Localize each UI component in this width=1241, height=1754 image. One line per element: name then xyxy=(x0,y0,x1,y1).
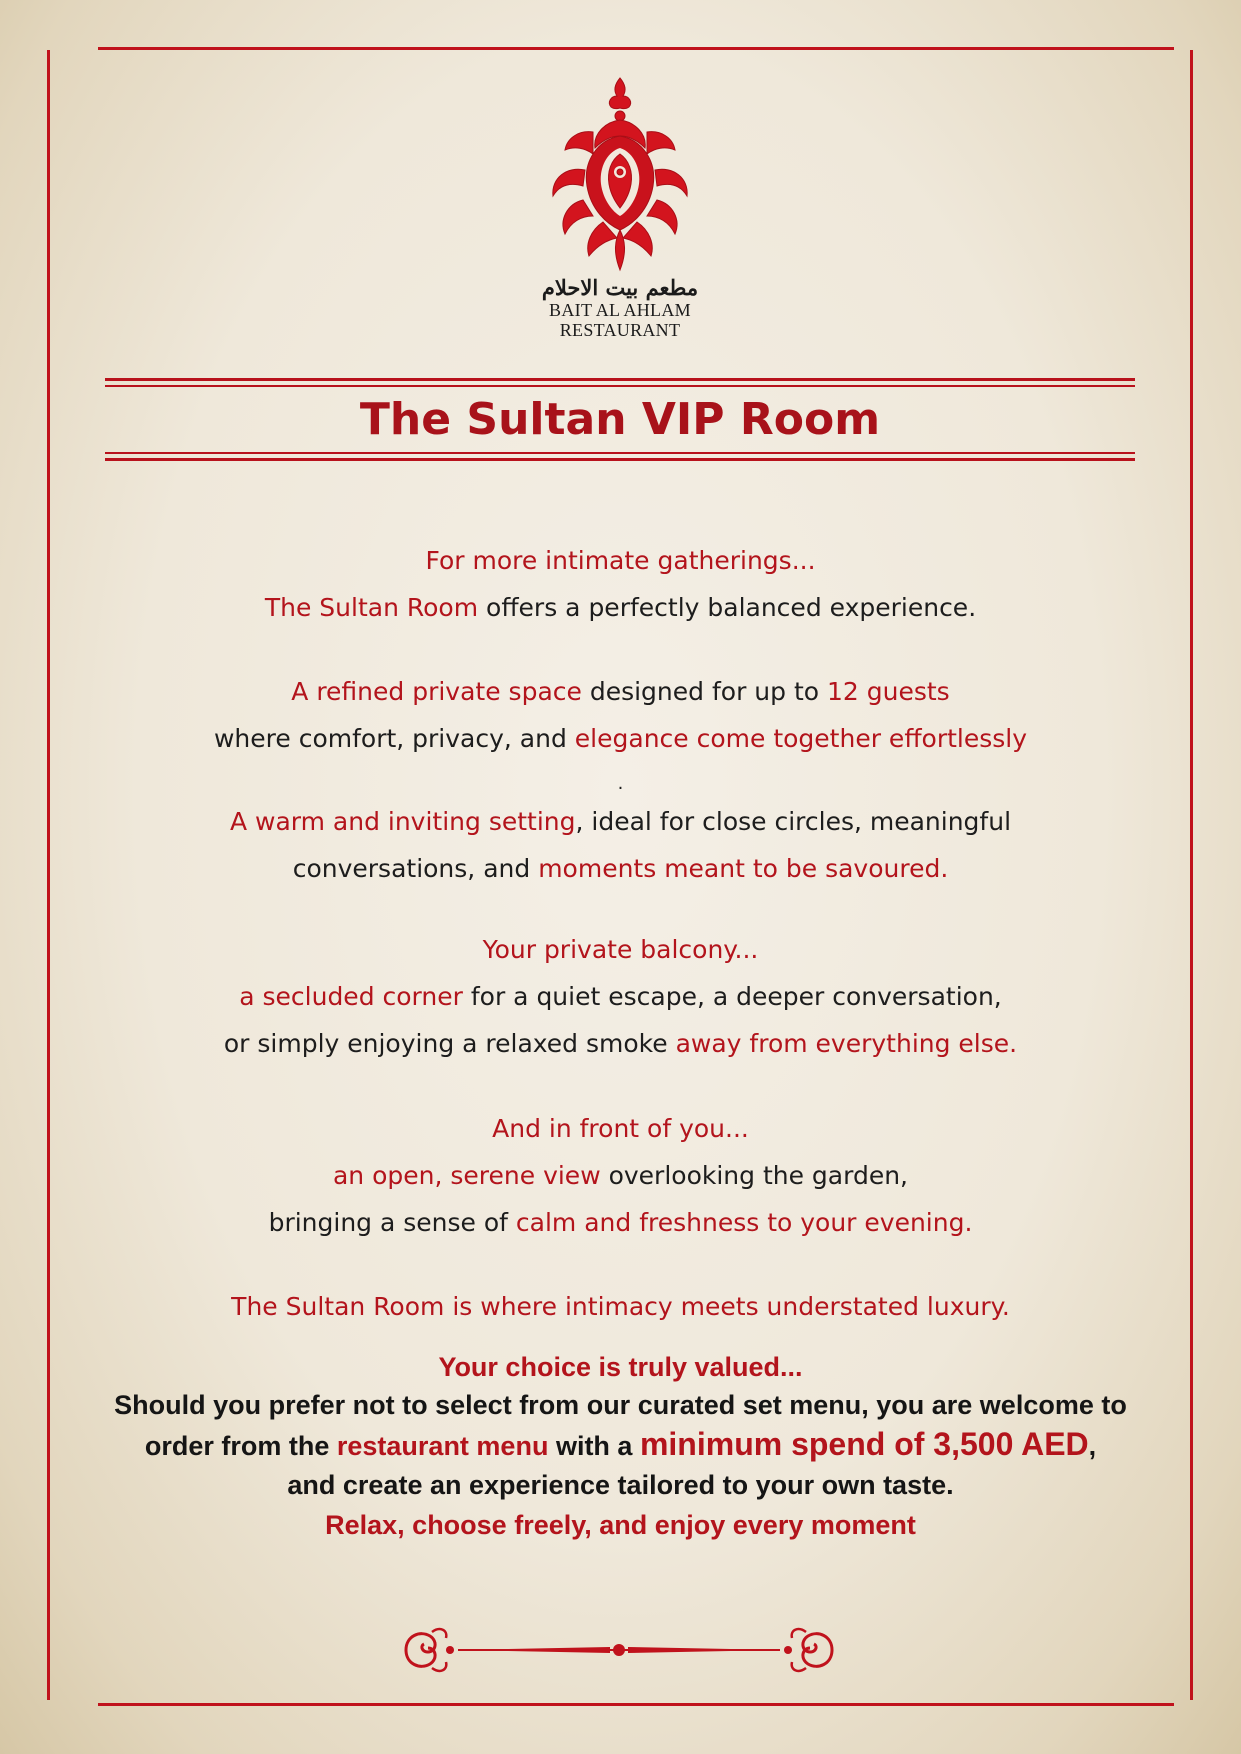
text-line xyxy=(80,798,1161,845)
logo-name-line2: RESTAURANT xyxy=(559,320,681,340)
minimum-spend-highlight: minimum spend of 3,500 AED xyxy=(639,1426,1089,1462)
paragraph-luxury-statement xyxy=(80,1283,1161,1330)
text-line xyxy=(80,1105,1161,1152)
text-line xyxy=(80,584,1161,631)
notice-line xyxy=(60,1425,1181,1466)
paragraph-intimate-gatherings xyxy=(80,537,1161,631)
paragraph-private-balcony xyxy=(80,926,1161,1067)
paragraph-warm-setting xyxy=(80,798,1161,892)
title-rule xyxy=(105,385,1135,387)
restaurant-menu-highlight: restaurant menu xyxy=(336,1431,549,1461)
text-line xyxy=(80,973,1161,1020)
body-text: for a quiet escape, a deeper conversation, xyxy=(462,982,1002,1011)
notice-heading: Your choice is truly valued... xyxy=(438,1352,803,1382)
scroll-divider-icon xyxy=(398,1622,840,1678)
frame-left-border xyxy=(47,50,50,1700)
page-title: The Sultan VIP Room xyxy=(359,394,881,445)
text-line xyxy=(80,1283,1161,1330)
body-text: bringing a sense of xyxy=(268,1208,516,1237)
highlight-text: away from everything else. xyxy=(675,1029,1018,1058)
text-line xyxy=(80,715,1161,762)
title-rule xyxy=(105,378,1135,381)
highlight-text: The Sultan Room is where intimacy meets understated luxury. xyxy=(231,1292,1010,1321)
stray-dot: . xyxy=(617,773,624,794)
paragraph-garden-view xyxy=(80,1105,1161,1246)
body-text: conversations, and xyxy=(292,854,539,883)
frame-top-border xyxy=(98,47,1174,50)
title-rule xyxy=(105,458,1135,461)
body-text: or simply enjoying a relaxed smoke xyxy=(223,1029,676,1058)
highlight-text: A warm and inviting setting xyxy=(229,807,576,836)
highlight-text: For more intimate gatherings... xyxy=(425,546,816,575)
damask-flower-icon xyxy=(545,74,695,274)
restaurant-logo xyxy=(540,74,700,344)
text-line xyxy=(80,1199,1161,1246)
logo-name-line1: BAIT AL AHLAM xyxy=(549,300,691,320)
notice-line: and create an experience tailored to your own taste. xyxy=(287,1470,954,1500)
frame-bottom-border xyxy=(98,1703,1174,1706)
notice-text: with a xyxy=(548,1431,640,1461)
text-line xyxy=(80,537,1161,584)
highlight-text: a secluded corner xyxy=(239,982,463,1011)
body-text: , ideal for close circles, meaningful xyxy=(575,807,1012,836)
logo-arabic-name: مطعم بيت الاحلام xyxy=(541,275,699,300)
body-text: offers a perfectly balanced experience. xyxy=(478,593,977,622)
text-line xyxy=(80,1020,1161,1067)
highlight-text: an open, serene view xyxy=(332,1161,601,1190)
notice-body xyxy=(60,1386,1181,1505)
highlight-text: moments meant to be savoured. xyxy=(538,854,949,883)
notice-text: order from the xyxy=(144,1431,337,1461)
body-text: overlooking the garden, xyxy=(600,1161,909,1190)
highlight-text: And in front of you... xyxy=(492,1114,749,1143)
text-line xyxy=(80,1152,1161,1199)
highlight-text: Your private balcony... xyxy=(482,935,759,964)
notice-closing: Relax, choose freely, and enjoy every moment xyxy=(325,1510,916,1540)
text-line xyxy=(80,668,1161,715)
notice-text: , xyxy=(1088,1431,1097,1461)
title-band xyxy=(105,378,1135,462)
notice-line: Should you prefer not to select from our curated set menu, you are welcome to xyxy=(114,1390,1127,1420)
paragraph-private-space xyxy=(80,668,1161,762)
highlight-text: calm and freshness to your evening. xyxy=(515,1208,973,1237)
title-rule xyxy=(105,452,1135,454)
highlight-text: elegance come together effortlessly xyxy=(574,724,1028,753)
highlight-text: A refined private space xyxy=(291,677,582,706)
highlight-text: 12 guests xyxy=(827,677,950,706)
text-line xyxy=(80,926,1161,973)
body-text: designed for up to xyxy=(581,677,827,706)
frame-right-border xyxy=(1190,50,1193,1700)
body-text: where comfort, privacy, and xyxy=(213,724,575,753)
text-line xyxy=(80,845,1161,892)
highlight-text: The Sultan Room xyxy=(264,593,479,622)
